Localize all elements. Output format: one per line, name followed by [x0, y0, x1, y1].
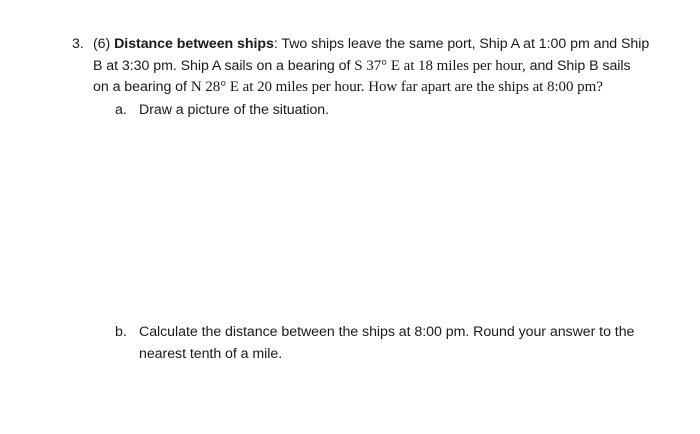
problem-number: 3.	[72, 36, 84, 52]
part-b-text-line-1: Calculate the distance between the ships at 8:00 pm. Round your answer to the	[139, 324, 635, 340]
problem-line-2	[93, 56, 631, 76]
part-a-text: Draw a picture of the situation.	[139, 102, 330, 118]
part-b-text-line-2: nearest tenth of a mile.	[139, 346, 283, 362]
part-b-letter: b.	[115, 324, 127, 340]
problem-line-3	[93, 77, 603, 97]
ship-a-bearing-text: S 37° E at 18 miles per hour,	[354, 58, 526, 74]
problem-line-1-text: : Two ships leave the same port, Ship A at 1:00 pm and Ship	[273, 36, 650, 52]
problem-line-2-text-a: B at 3:30 pm. Ship A sails on a bearing of	[93, 58, 355, 74]
part-b-answer-space[interactable]	[93, 368, 653, 428]
problem-line-2-text-c: and Ship B sails	[525, 58, 631, 74]
problem-line-1	[93, 34, 649, 54]
problem-points: (6)	[93, 36, 111, 52]
ship-b-bearing-question-text: N 28° E at 20 miles per hour. How far apart are the ships at 8:00 pm?	[190, 79, 603, 95]
part-a-answer-space[interactable]	[93, 124, 653, 314]
part-a-letter: a.	[115, 102, 127, 118]
problem-title: Distance between ships	[114, 36, 274, 52]
problem-line-3-text-a: on a bearing of	[93, 79, 191, 95]
